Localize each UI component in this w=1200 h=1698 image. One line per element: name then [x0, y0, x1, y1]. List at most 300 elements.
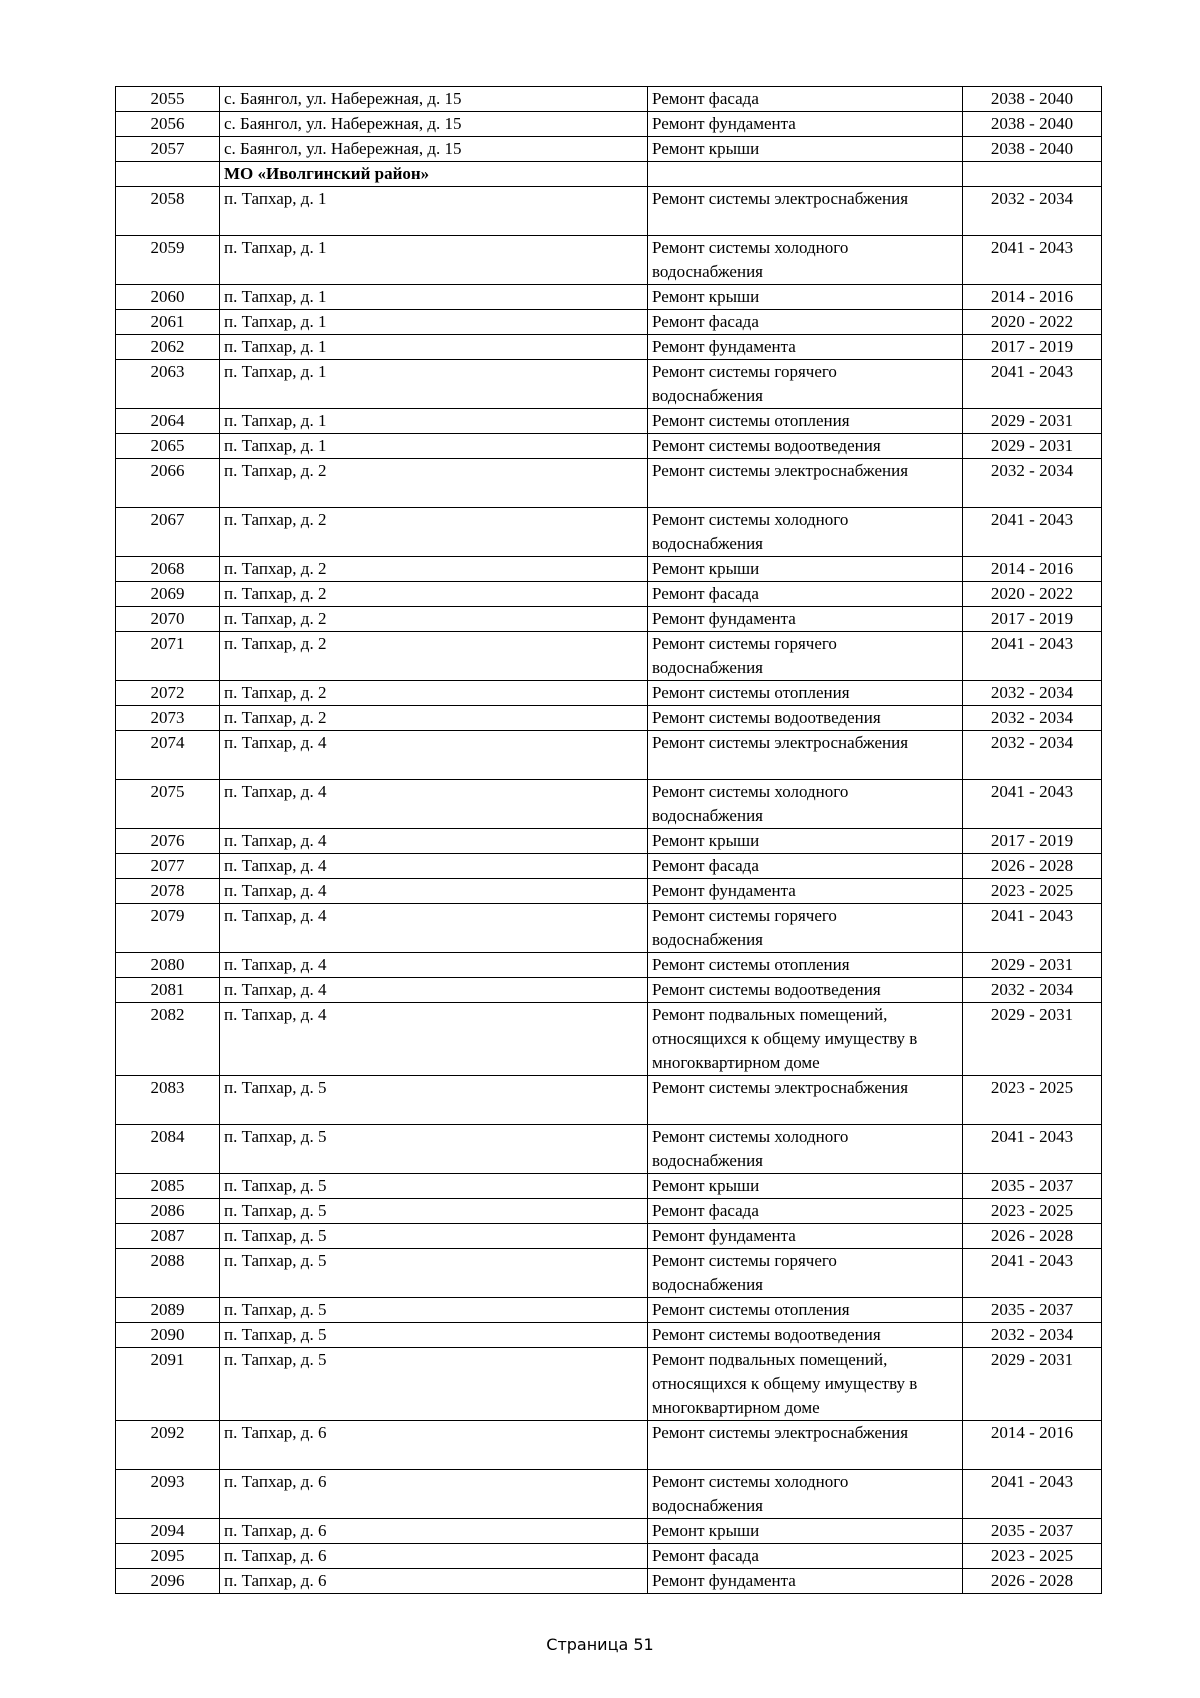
period-cell — [963, 285, 1102, 310]
address-cell — [220, 335, 648, 360]
address-cell — [220, 1199, 648, 1224]
table-row — [116, 978, 1102, 1003]
row-number-cell — [116, 829, 220, 854]
address-cell — [220, 1470, 648, 1519]
work-type-cell — [648, 87, 963, 112]
row-number-cell — [116, 187, 220, 236]
row-number-text: 2064 — [150, 411, 185, 430]
row-number-text: 2091 — [150, 1350, 185, 1369]
work-type-text: Ремонт системы водоотведения — [652, 1325, 881, 1344]
row-number-cell — [116, 1174, 220, 1199]
table-row — [116, 310, 1102, 335]
period-text: 2035 - 2037 — [990, 1300, 1074, 1319]
address-cell — [220, 953, 648, 978]
address-text: с. Баянгол, ул. Набережная, д. 15 — [224, 139, 462, 158]
row-number-cell — [116, 557, 220, 582]
address-text: п. Тапхар, д. 4 — [224, 831, 327, 850]
work-type-text: Ремонт системы отопления — [652, 1300, 850, 1319]
work-type-text: Ремонт фундамента — [652, 1226, 796, 1245]
period-cell — [963, 607, 1102, 632]
period-text: 2023 - 2025 — [990, 1546, 1074, 1565]
address-cell — [220, 236, 648, 285]
address-cell — [220, 1003, 648, 1076]
address-text: п. Тапхар, д. 2 — [224, 584, 327, 603]
period-text: 2041 - 2043 — [990, 1472, 1074, 1491]
work-type-text: Ремонт системы отопления — [652, 683, 850, 702]
table-row — [116, 236, 1102, 285]
work-type-cell — [648, 162, 963, 187]
address-cell — [220, 829, 648, 854]
address-text: п. Тапхар, д. 6 — [224, 1571, 327, 1590]
address-cell — [220, 459, 648, 508]
row-number-cell — [116, 1224, 220, 1249]
work-type-text: Ремонт системы отопления — [652, 955, 850, 974]
period-cell — [963, 1421, 1102, 1470]
address-cell — [220, 706, 648, 731]
period-cell — [963, 434, 1102, 459]
address-cell — [220, 582, 648, 607]
period-text: 2041 - 2043 — [990, 1251, 1074, 1270]
period-text: 2038 - 2040 — [990, 139, 1074, 158]
work-type-text: Ремонт системы электроснабжения — [652, 733, 909, 752]
address-text: п. Тапхар, д. 1 — [224, 238, 327, 257]
period-text: 2041 - 2043 — [990, 510, 1074, 529]
work-type-text: Ремонт фундамента — [652, 881, 796, 900]
address-cell — [220, 1125, 648, 1174]
work-type-cell — [648, 731, 963, 780]
row-number-cell — [116, 879, 220, 904]
work-type-cell — [648, 582, 963, 607]
row-number-cell — [116, 706, 220, 731]
address-text: п. Тапхар, д. 5 — [224, 1078, 327, 1097]
work-type-cell — [648, 310, 963, 335]
period-cell — [963, 162, 1102, 187]
period-cell — [963, 1174, 1102, 1199]
table-row — [116, 681, 1102, 706]
address-text: п. Тапхар, д. 2 — [224, 510, 327, 529]
row-number-cell — [116, 1003, 220, 1076]
table-row — [116, 1348, 1102, 1421]
row-number-cell — [116, 1199, 220, 1224]
work-type-text: Ремонт фасада — [652, 1546, 759, 1565]
period-cell — [963, 187, 1102, 236]
row-number-text: 2062 — [150, 337, 185, 356]
work-type-cell — [648, 632, 963, 681]
section-row — [116, 162, 1102, 187]
address-cell — [220, 681, 648, 706]
table-row — [116, 607, 1102, 632]
work-type-cell — [648, 1421, 963, 1470]
row-number-text: 2060 — [150, 287, 185, 306]
table-row — [116, 953, 1102, 978]
work-type-text: Ремонт системы холодного водоснабжения — [652, 510, 849, 553]
table-row — [116, 829, 1102, 854]
work-type-cell — [648, 1298, 963, 1323]
period-text: 2041 - 2043 — [990, 634, 1074, 653]
table-row — [116, 582, 1102, 607]
table-row — [116, 1003, 1102, 1076]
work-type-cell — [648, 706, 963, 731]
row-number-cell — [116, 731, 220, 780]
period-text: 2038 - 2040 — [990, 89, 1074, 108]
row-number-text: 2089 — [150, 1300, 185, 1319]
row-number-text: 2077 — [150, 856, 185, 875]
row-number-text: 2082 — [150, 1005, 185, 1024]
address-text: п. Тапхар, д. 5 — [224, 1127, 327, 1146]
address-cell — [220, 1348, 648, 1421]
period-cell — [963, 1569, 1102, 1594]
work-type-cell — [648, 607, 963, 632]
row-number-text: 2072 — [150, 683, 185, 702]
work-type-text: Ремонт системы электроснабжения — [652, 1423, 909, 1442]
row-number-text: 2096 — [150, 1571, 185, 1590]
work-type-cell — [648, 557, 963, 582]
work-type-text: Ремонт системы холодного водоснабжения — [652, 782, 849, 825]
address-cell — [220, 1076, 648, 1125]
table-row — [116, 409, 1102, 434]
address-text: п. Тапхар, д. 4 — [224, 955, 327, 974]
period-text: 2014 - 2016 — [990, 1423, 1074, 1442]
address-cell — [220, 1323, 648, 1348]
work-type-text: Ремонт фундамента — [652, 114, 796, 133]
table-row — [116, 879, 1102, 904]
address-cell — [220, 1224, 648, 1249]
row-number-cell — [116, 87, 220, 112]
row-number-text: 2069 — [150, 584, 185, 603]
page-number: Страница 51 — [546, 1635, 654, 1654]
period-cell — [963, 508, 1102, 557]
work-type-text: Ремонт крыши — [652, 831, 760, 850]
period-cell — [963, 137, 1102, 162]
row-number-text: 2095 — [150, 1546, 185, 1565]
work-type-text: Ремонт крыши — [652, 1521, 760, 1540]
work-type-cell — [648, 780, 963, 829]
address-text: п. Тапхар, д. 4 — [224, 1005, 327, 1024]
period-text: 2026 - 2028 — [990, 1571, 1074, 1590]
work-type-text: Ремонт крыши — [652, 559, 760, 578]
period-cell — [963, 632, 1102, 681]
work-type-cell — [648, 1569, 963, 1594]
period-cell — [963, 879, 1102, 904]
period-cell — [963, 582, 1102, 607]
period-cell — [963, 681, 1102, 706]
period-text: 2014 - 2016 — [990, 287, 1074, 306]
row-number-text: 2059 — [150, 238, 185, 257]
row-number-cell — [116, 459, 220, 508]
work-type-text: Ремонт крыши — [652, 139, 760, 158]
work-type-text: Ремонт системы горячего водоснабжения — [652, 1251, 837, 1294]
address-cell — [220, 360, 648, 409]
work-type-text: Ремонт системы холодного водоснабжения — [652, 1472, 849, 1515]
row-number-cell — [116, 582, 220, 607]
table-row — [116, 1519, 1102, 1544]
work-type-text: Ремонт фундамента — [652, 1571, 796, 1590]
work-type-cell — [648, 879, 963, 904]
address-text: п. Тапхар, д. 4 — [224, 980, 327, 999]
period-text: 2041 - 2043 — [990, 238, 1074, 257]
period-cell — [963, 978, 1102, 1003]
work-type-text: Ремонт подвальных помещений, относящихся к общему имуществу в многоквартирном доме — [652, 1005, 918, 1072]
period-cell — [963, 236, 1102, 285]
work-type-text: Ремонт системы холодного водоснабжения — [652, 1127, 849, 1170]
row-number-cell — [116, 310, 220, 335]
address-text: п. Тапхар, д. 1 — [224, 287, 327, 306]
table-row — [116, 187, 1102, 236]
row-number-cell — [116, 360, 220, 409]
row-number-cell — [116, 1323, 220, 1348]
address-text: с. Баянгол, ул. Набережная, д. 15 — [224, 89, 462, 108]
period-cell — [963, 953, 1102, 978]
table-row — [116, 557, 1102, 582]
table-row — [116, 1421, 1102, 1470]
address-cell — [220, 187, 648, 236]
address-cell — [220, 162, 648, 187]
row-number-cell — [116, 978, 220, 1003]
work-type-cell — [648, 285, 963, 310]
address-cell — [220, 632, 648, 681]
period-text: 2029 - 2031 — [990, 955, 1074, 974]
period-cell — [963, 335, 1102, 360]
row-number-text: 2074 — [150, 733, 185, 752]
address-cell — [220, 87, 648, 112]
work-type-cell — [648, 187, 963, 236]
work-type-text: Ремонт системы горячего водоснабжения — [652, 362, 837, 405]
table-row — [116, 1569, 1102, 1594]
period-text: 2041 - 2043 — [990, 362, 1074, 381]
period-text: 2023 - 2025 — [990, 1201, 1074, 1220]
period-cell — [963, 1470, 1102, 1519]
row-number-cell — [116, 1569, 220, 1594]
address-text: п. Тапхар, д. 5 — [224, 1350, 327, 1369]
row-number-text: 2073 — [150, 708, 185, 727]
table-row — [116, 1323, 1102, 1348]
work-type-cell — [648, 112, 963, 137]
address-cell — [220, 1569, 648, 1594]
row-number-text: 2086 — [150, 1201, 185, 1220]
period-cell — [963, 557, 1102, 582]
address-text: п. Тапхар, д. 2 — [224, 708, 327, 727]
address-text: п. Тапхар, д. 5 — [224, 1226, 327, 1245]
work-type-text: Ремонт системы электроснабжения — [652, 189, 909, 208]
work-type-text: Ремонт фасада — [652, 1201, 759, 1220]
address-text: с. Баянгол, ул. Набережная, д. 15 — [224, 114, 462, 133]
row-number-text: 2066 — [150, 461, 185, 480]
work-type-text: Ремонт системы электроснабжения — [652, 1078, 909, 1097]
address-cell — [220, 434, 648, 459]
work-type-cell — [648, 681, 963, 706]
address-text: п. Тапхар, д. 2 — [224, 634, 327, 653]
address-cell — [220, 904, 648, 953]
row-number-text: 2056 — [150, 114, 185, 133]
address-text: п. Тапхар, д. 6 — [224, 1521, 327, 1540]
work-type-text: Ремонт системы водоотведения — [652, 708, 881, 727]
row-number-cell — [116, 1470, 220, 1519]
address-cell — [220, 310, 648, 335]
period-text: 2023 - 2025 — [990, 1078, 1074, 1097]
row-number-text: 2085 — [150, 1176, 185, 1195]
work-type-cell — [648, 236, 963, 285]
row-number-cell — [116, 162, 220, 187]
row-number-cell — [116, 1125, 220, 1174]
work-type-text: Ремонт фундамента — [652, 609, 796, 628]
period-text: 2041 - 2043 — [990, 782, 1074, 801]
row-number-text: 2065 — [150, 436, 185, 455]
row-number-cell — [116, 335, 220, 360]
address-text: п. Тапхар, д. 1 — [224, 362, 327, 381]
work-type-cell — [648, 1544, 963, 1569]
row-number-text: 2079 — [150, 906, 185, 925]
period-cell — [963, 360, 1102, 409]
address-text: п. Тапхар, д. 1 — [224, 189, 327, 208]
address-text: п. Тапхар, д. 5 — [224, 1300, 327, 1319]
period-cell — [963, 87, 1102, 112]
row-number-text: 2078 — [150, 881, 185, 900]
period-text: 2032 - 2034 — [990, 733, 1074, 752]
row-number-text: 2093 — [150, 1472, 185, 1491]
period-cell — [963, 854, 1102, 879]
address-cell — [220, 1544, 648, 1569]
work-type-cell — [648, 904, 963, 953]
row-number-cell — [116, 904, 220, 953]
row-number-text: 2067 — [150, 510, 185, 529]
address-cell — [220, 1174, 648, 1199]
table-row — [116, 1544, 1102, 1569]
period-text: 2032 - 2034 — [990, 189, 1074, 208]
period-cell — [963, 1348, 1102, 1421]
row-number-text: 2092 — [150, 1423, 185, 1442]
table-row — [116, 1224, 1102, 1249]
work-type-text: Ремонт фундамента — [652, 337, 796, 356]
row-number-cell — [116, 854, 220, 879]
period-text: 2032 - 2034 — [990, 708, 1074, 727]
period-text: 2020 - 2022 — [990, 312, 1074, 331]
work-type-text: Ремонт фасада — [652, 312, 759, 331]
period-text: 2026 - 2028 — [990, 856, 1074, 875]
table-row — [116, 904, 1102, 953]
period-text: 2038 - 2040 — [990, 114, 1074, 133]
address-cell — [220, 285, 648, 310]
table-row — [116, 434, 1102, 459]
work-type-cell — [648, 335, 963, 360]
work-type-text: Ремонт системы электроснабжения — [652, 461, 909, 480]
table-row — [116, 87, 1102, 112]
work-type-text: Ремонт крыши — [652, 1176, 760, 1195]
table-row — [116, 1470, 1102, 1519]
row-number-text: 2061 — [150, 312, 185, 331]
row-number-text: 2081 — [150, 980, 185, 999]
work-type-cell — [648, 1249, 963, 1298]
table-row — [116, 1249, 1102, 1298]
row-number-cell — [116, 780, 220, 829]
row-number-cell — [116, 508, 220, 557]
work-type-cell — [648, 1076, 963, 1125]
address-cell — [220, 780, 648, 829]
period-text: 2029 - 2031 — [990, 436, 1074, 455]
work-type-cell — [648, 459, 963, 508]
period-cell — [963, 1003, 1102, 1076]
address-cell — [220, 1298, 648, 1323]
table-row — [116, 285, 1102, 310]
table-row — [116, 1199, 1102, 1224]
period-text: 2023 - 2025 — [990, 881, 1074, 900]
period-text: 2017 - 2019 — [990, 609, 1074, 628]
address-text: п. Тапхар, д. 6 — [224, 1423, 327, 1442]
address-cell — [220, 1421, 648, 1470]
address-text: МО «Иволгинский район» — [224, 164, 430, 183]
work-type-cell — [648, 1199, 963, 1224]
period-cell — [963, 829, 1102, 854]
address-cell — [220, 731, 648, 780]
table-row — [116, 112, 1102, 137]
period-text: 2029 - 2031 — [990, 411, 1074, 430]
work-type-cell — [648, 434, 963, 459]
row-number-text: 2087 — [150, 1226, 185, 1245]
address-cell — [220, 508, 648, 557]
work-type-cell — [648, 1470, 963, 1519]
period-text: 2026 - 2028 — [990, 1226, 1074, 1245]
period-cell — [963, 1224, 1102, 1249]
row-number-text: 2080 — [150, 955, 185, 974]
table-row — [116, 459, 1102, 508]
period-cell — [963, 706, 1102, 731]
work-type-text: Ремонт фасада — [652, 856, 759, 875]
work-type-text: Ремонт фасада — [652, 89, 759, 108]
row-number-text: 2063 — [150, 362, 185, 381]
period-text: 2032 - 2034 — [990, 683, 1074, 702]
work-type-cell — [648, 360, 963, 409]
address-text: п. Тапхар, д. 4 — [224, 856, 327, 875]
work-type-cell — [648, 1003, 963, 1076]
table-row — [116, 854, 1102, 879]
work-type-cell — [648, 137, 963, 162]
work-type-text: Ремонт системы отопления — [652, 411, 850, 430]
period-text: 2032 - 2034 — [990, 1325, 1074, 1344]
address-text: п. Тапхар, д. 4 — [224, 733, 327, 752]
address-text: п. Тапхар, д. 6 — [224, 1472, 327, 1491]
work-type-cell — [648, 508, 963, 557]
address-text: п. Тапхар, д. 2 — [224, 461, 327, 480]
period-text: 2032 - 2034 — [990, 461, 1074, 480]
period-cell — [963, 731, 1102, 780]
table-row — [116, 731, 1102, 780]
row-number-cell — [116, 137, 220, 162]
work-type-text: Ремонт фасада — [652, 584, 759, 603]
address-cell — [220, 607, 648, 632]
row-number-text: 2088 — [150, 1251, 185, 1270]
table-row — [116, 508, 1102, 557]
address-text: п. Тапхар, д. 1 — [224, 436, 327, 455]
row-number-text: 2094 — [150, 1521, 185, 1540]
row-number-text: 2075 — [150, 782, 185, 801]
address-cell — [220, 557, 648, 582]
repair-schedule-table — [115, 86, 1102, 1594]
table-row — [116, 360, 1102, 409]
address-cell — [220, 854, 648, 879]
period-cell — [963, 1323, 1102, 1348]
table-row — [116, 1076, 1102, 1125]
table-row — [116, 780, 1102, 829]
work-type-text: Ремонт системы горячего водоснабжения — [652, 634, 837, 677]
work-type-text: Ремонт крыши — [652, 287, 760, 306]
row-number-text: 2057 — [150, 139, 185, 158]
address-text: п. Тапхар, д. 2 — [224, 609, 327, 628]
table-row — [116, 632, 1102, 681]
period-text: 2020 - 2022 — [990, 584, 1074, 603]
table-row — [116, 1125, 1102, 1174]
period-cell — [963, 1249, 1102, 1298]
address-cell — [220, 1249, 648, 1298]
table-row — [116, 1298, 1102, 1323]
